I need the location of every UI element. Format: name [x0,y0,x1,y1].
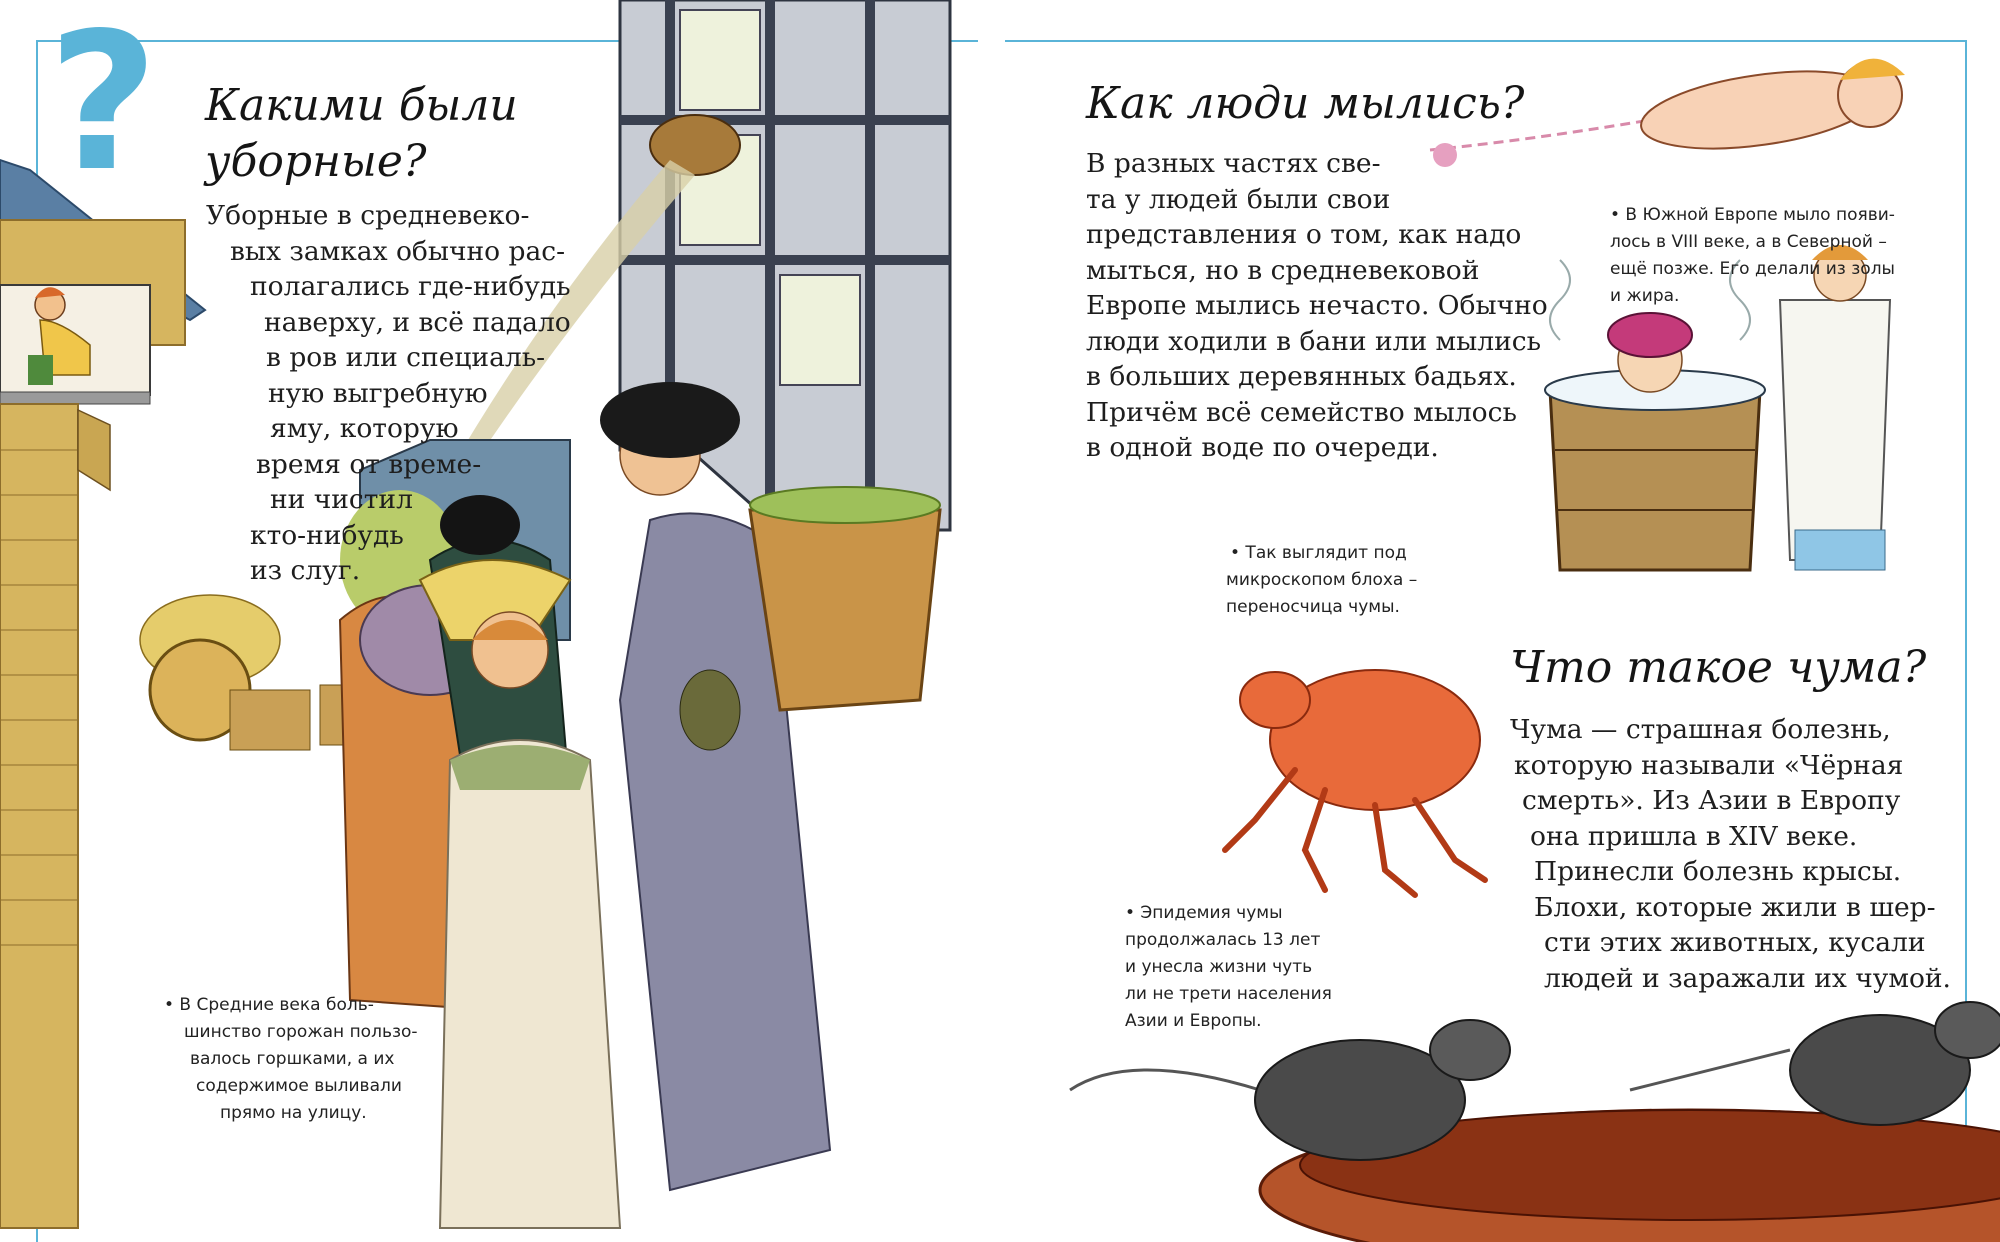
toilets-body-line: яму, которую [270,413,459,444]
caption-line: ли не трети населения [1125,984,1332,1004]
epidemic-caption [1125,900,1365,1035]
toilets-body-line: из слуг. [250,555,361,586]
caption-line: • Эпидемия чумы [1125,903,1283,923]
washing-body-line: та у людей были свои [1086,183,1391,215]
caption-line: Азии и Европы. [1125,1011,1262,1031]
bath-illustration [1540,310,1920,600]
toilets-body [206,198,606,589]
caption-line: и унесла жизни чуть [1125,957,1313,977]
caption-line: переносчица чумы. [1226,597,1400,617]
washing-body-line: люди ходили в бани или мылись [1086,325,1542,357]
toilets-body-line: вых замках обычно рас- [230,235,566,267]
washing-title: Как люди мылись? [1086,78,1525,129]
flea-illustration [1215,650,1495,900]
toilets-body-line: полагались где-нибудь [250,271,571,302]
caption-line: • В Средние века боль- [164,995,374,1015]
washing-body-line: Европе мылись нечасто. Обычно [1086,290,1548,321]
toilets-title [205,78,518,190]
washing-body-line: в одной воде по очереди. [1086,432,1439,463]
caption-line: прямо на улицу. [220,1103,367,1123]
caption-line: валось горшками, а их [190,1049,395,1069]
caption-line: лось в VIII веке, а в Северной – [1610,232,1887,252]
caption-line: • В Южной Европе мыло появи- [1610,205,1895,225]
toilets-body-line: ни чистил [270,484,413,515]
washing-body-line: В разных частях све- [1086,148,1381,179]
plague-body-line: людей и заражали их чумой. [1544,962,1951,994]
caption-line: ещё позже. Его делали из золы [1610,259,1895,279]
caption-line: шинство горожан пользо- [184,1022,418,1042]
plague-body-line: смерть». Из Азии в Европу [1522,785,1901,816]
plague-body-line: она пришла в XIV веке. [1530,820,1858,852]
washing-body [1086,146,1566,466]
caption-line: и жира. [1610,286,1680,306]
caption-line: продолжалась 13 лет [1125,930,1321,950]
toilets-body-line: в ров или специаль- [266,342,546,373]
toilets-body-line: Уборные в средневеко- [206,200,530,231]
plague-body-line: Блохи, которые жили в шер- [1534,891,1936,923]
plague-body-line: Принесли болезнь крысы. [1534,856,1902,887]
toilets-title-line: уборные? [205,136,427,187]
caption-line: • Так выглядит под [1230,543,1407,563]
washing-body-line: мыться, но в средневековой [1086,254,1480,286]
plague-body-line: Чума — страшная болезнь, [1510,714,1891,745]
plague-title: Что такое чума? [1510,642,1927,693]
washing-body-line: в больших деревянных бадьях. [1086,361,1517,392]
caption-line: микроскопом блоха – [1226,570,1418,590]
plague-body-line: сти этих животных, кусали [1544,927,1926,958]
question-mark-icon: ? [48,0,159,213]
plague-body-line: которую называли «Чёрная [1514,749,1904,781]
washing-body-line: представления о том, как надо [1086,219,1522,250]
caption-line: содержимое выливали [196,1076,402,1096]
toilets-body-line: ную выгребную [268,377,488,409]
toilets-body-line: кто-нибудь [250,519,404,551]
washing-body-line: Причём всё семейство мылось [1086,396,1517,428]
plague-body [1510,712,1950,996]
toilets-title-line: Какими были [205,80,518,131]
toilets-body-line: время от време- [256,448,482,480]
chamber-pot-caption [150,992,440,1127]
soap-caption [1610,202,1920,310]
toilets-body-line: наверху, и всё падало [264,306,571,338]
flea-caption [1226,540,1466,621]
